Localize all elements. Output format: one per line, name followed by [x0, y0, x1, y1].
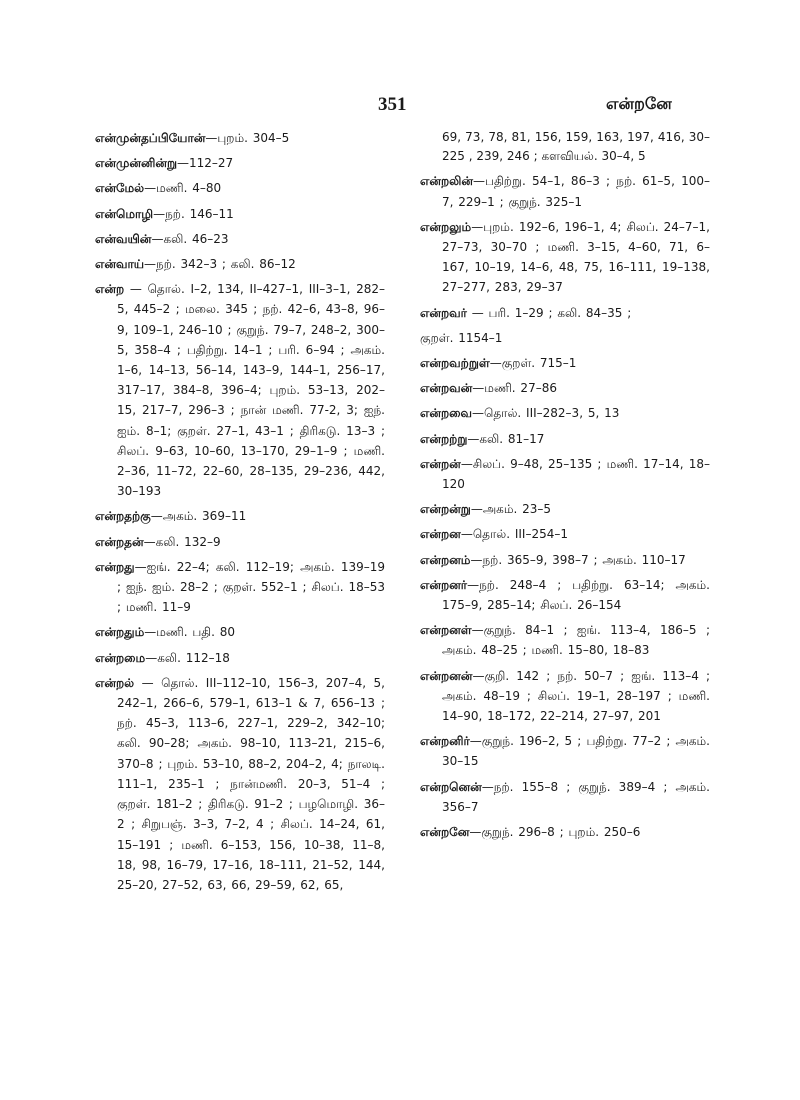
entry-references: —குறுந். 296–8 ; புறம். 250–6	[469, 825, 641, 840]
entry-references: —அகம். 23–5	[470, 502, 552, 517]
index-entry	[420, 575, 710, 615]
entry-references: —புறம். 304–5	[205, 131, 290, 145]
index-entry	[420, 429, 710, 449]
entry-references: —குறள். 715–1	[489, 356, 577, 371]
entry-references: — பரி. 1–29 ; கலி. 84–35 ;	[466, 305, 632, 320]
entry-references: —புறம். 192–6, 196–1, 4; சிலப். 24–7–1, 27–73, 30–70 ; மணி. 3–15, 4–60, 71, 6–167, 10–19, 14–6, 48, 75, 16–111, 19–138, 27–277, 283, 29–37	[442, 219, 710, 295]
index-entry	[95, 128, 385, 148]
entry-headword: என்முன்னின்று	[95, 156, 177, 171]
entry-references: —குறி. 142 ; நற். 50–7 ; ஐங். 113–4 ; அகம். 48–19 ; சிலப். 19–1, 28–197 ; மணி. 14–90, 18–172, 22–214, 27–97, 201	[442, 668, 710, 724]
entry-references: —மணி. 27–86	[472, 381, 557, 396]
entry-references: —கலி. 132–9	[143, 534, 221, 549]
entry-references: — தொல். III–112–10, 156–3, 207–4, 5, 242–1, 266–6, 579–1, 613–1 & 7, 656–13 ; நற். 45–3, 113–6, 227–1, 229–2, 342–10; கலி. 90–28; அகம். 98–10, 113–21, 215–6, 370–8 ; புறம். 53–10, 88–2, 204–2, 4; நாலடி. 111–1, 235–1 ; நான்மணி. 20–3, 51–4 ; குறள். 181–2 ; திரிகடு. 91–2 ; பழமொழி. 36–2 ; சிறுபஞ். 3–3, 7–2, 4 ; சிலப். 14–24, 61, 15–191 ; மணி. 6–153, 156, 10–38, 11–8, 18, 98, 16–79, 17–16, 18–111, 21–52, 144, 25–20, 27–52, 63, 66, 29–59, 62, 65,	[117, 675, 385, 892]
entry-headword: என்றன்	[420, 456, 461, 471]
entry-headword: என்றதற்கு	[95, 509, 151, 524]
entry-references: —கலி. 81–17	[467, 431, 545, 446]
entry-headword: என்றற்று	[420, 431, 468, 446]
entry-headword: என்முன்தப்பியோன்	[95, 131, 206, 145]
index-entry	[420, 550, 710, 570]
index-entry	[420, 666, 710, 727]
entry-headword: என்றவர்	[420, 305, 467, 320]
entry-headword: என்றவன்	[420, 381, 473, 396]
entry-references: —குறுந். 84–1 ; ஐங். 113–4, 186–5 ; அகம். 48–25 ; மணி. 15–80, 18–83	[442, 623, 710, 658]
entry-headword: என்வயின்	[95, 231, 152, 246]
index-entry	[420, 217, 710, 298]
index-entry	[420, 620, 710, 660]
entry-headword: என்றலின்	[420, 174, 474, 189]
entry-headword: என்றனம்	[420, 552, 471, 567]
index-entry	[95, 557, 385, 618]
entry-references: —நற். 248–4 ; பதிற்று. 63–14; அகம். 175–9, 285–14; சிலப். 26–154	[442, 577, 710, 613]
entry-references: —கலி. 112–18	[145, 650, 230, 665]
index-entry	[95, 532, 385, 552]
entry-headword: என்றனள்	[420, 623, 472, 638]
entry-references: குறள். 1154–1	[420, 330, 503, 345]
page-number: 351	[378, 94, 407, 115]
entry-references: —மணி. பதி. 80	[144, 625, 236, 640]
entry-headword: என்றல்	[95, 675, 135, 690]
entry-references: —நற். 365–9, 398–7 ; அகம். 110–17	[470, 552, 686, 567]
entry-references: — தொல். I–2, 134, II–427–1, III–3–1, 282–5, 445–2 ; மலை. 345 ; நற். 42–6, 43–8, 96–9, 109–1, 246–10 ; குறுந். 79–7, 248–2, 300–5, 358–4 ; பதிற்று. 14–1 ; பரி. 6–94 ; அகம். 1–6, 14–13, 56–14, 143–9, 144–1, 256–17, 317–17, 384–8, 396–4; புறம். 53–13, 202–15, 217–7, 296–3 ; நான் மணி. 77-2, 3; ஐந். ஐம். 8–1; குறள். 27–1, 43–1 ; திரிகடு. 13–3 ; சிலப். 9–63, 10–60, 13–170, 29–1–9 ; மணி. 2–36, 11–72, 22–60, 28–135, 29–236, 442, 30–193	[117, 282, 385, 499]
left-column	[95, 128, 385, 900]
index-entry	[95, 153, 385, 173]
index-entry	[95, 506, 385, 526]
entry-headword: என்றது	[95, 559, 135, 574]
entry-headword: என்றதும்	[95, 625, 145, 640]
entry-references: —112–27	[176, 156, 234, 171]
index-entry	[420, 777, 710, 817]
entry-headword: என்றனர்	[420, 577, 468, 592]
entry-references: —ஐங். 22–4; கலி. 112–19; அகம். 139–19 ; ஐந். ஐம். 28–2 ; குறள். 552–1 ; சிலப். 18–53 ; மணி. 11–9	[117, 559, 385, 615]
index-entry	[420, 403, 710, 423]
entry-references: —அகம். 369–11	[150, 509, 247, 524]
entry-headword: என்றமை	[95, 650, 146, 665]
entry-references: —கலி. 46–23	[151, 231, 229, 246]
entry-references: —தொல். III–254–1	[460, 527, 568, 542]
right-column-entries	[420, 171, 710, 842]
index-entry	[95, 648, 385, 668]
right-column	[420, 128, 710, 847]
index-entry	[95, 204, 385, 224]
index-entry	[420, 378, 710, 398]
running-head: என்றனே	[606, 94, 672, 113]
entry-references: —மணி. 4–80	[144, 181, 222, 196]
index-entry	[420, 731, 710, 771]
index-entry	[95, 254, 385, 274]
entry-headword: என்றன்று	[420, 502, 471, 517]
continued-entry: 69, 73, 78, 81, 156, 159, 163, 197, 416, 30–225 , 239, 246 ; களவியல். 30–4, 5	[442, 130, 710, 164]
entry-headword: என்வாய்	[95, 257, 145, 272]
index-entry	[95, 279, 385, 501]
index-entry	[420, 303, 710, 323]
entry-headword: என்றனே	[420, 825, 470, 840]
entry-headword: என்றதன்	[95, 534, 144, 549]
entry-references: —பதிற்று. 54–1, 86–3 ; நற். 61–5, 100–7, 229–1 ; குறுந். 325–1	[442, 174, 710, 209]
entry-headword: என்ற	[95, 282, 125, 297]
entry-references: —குறுந். 196–2, 5 ; பதிற்று. 77–2 ; அகம். 30–15	[442, 734, 710, 769]
entry-headword: என்றனன்	[420, 668, 473, 683]
index-entry	[420, 822, 710, 842]
index-entry	[420, 353, 710, 373]
index-entry	[95, 229, 385, 249]
entry-headword: என்றனிர்	[420, 734, 470, 749]
index-entry	[420, 171, 710, 211]
entry-references: —சிலப். 9–48, 25–135 ; மணி. 17–14, 18–120	[442, 456, 710, 492]
entry-headword: என்றனென்	[420, 779, 482, 794]
index-entry	[420, 524, 710, 544]
index-entry	[420, 499, 710, 519]
entry-references: —தொல். III–282–3, 5, 13	[472, 406, 620, 421]
entry-references: —நற். 146–11	[153, 206, 234, 221]
entry-headword: என்மொழி	[95, 206, 154, 221]
entry-references: —நற். 342–3 ; கலி. 86–12	[144, 257, 296, 272]
index-entry	[95, 178, 385, 198]
index-entry	[95, 622, 385, 642]
entry-headword: என்றவை	[420, 406, 473, 421]
entry-references: —நற். 155–8 ; குறுந். 389–4 ; அகம். 356–7	[442, 779, 710, 814]
entry-headword: என்றவற்றுள்	[420, 356, 490, 371]
entry-headword: என்மேல்	[95, 181, 145, 196]
entry-headword: என்றன	[420, 527, 461, 542]
index-entry	[420, 328, 710, 348]
entry-headword: என்றலும்	[420, 219, 472, 234]
index-entry	[420, 454, 710, 494]
index-entry	[95, 673, 385, 895]
